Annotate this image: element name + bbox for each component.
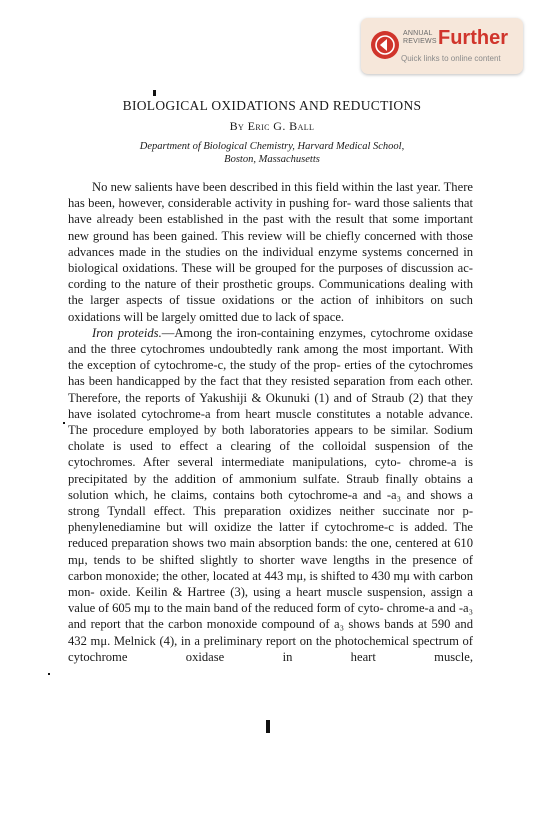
annual-reviews-wordmark: ANNUAL REVIEWS xyxy=(403,30,437,45)
affiliation-line-2: Boston, Massachusetts xyxy=(224,154,320,165)
author-byline: By Eric G. Ball xyxy=(229,119,315,133)
paragraph-intro: No new salients have been described in this field within the last year. There has been, however, considerable activity in pushing for- ward those salients that have already been established in the past with the result that some important new ground has been gained. This review will be chiefly concerned with those advances made in the studies on the individual enzyme systems concerned in biological oxidations. These will be grouped for the purposes of discussion ac- cording to the nature of their prosthetic groups. Communications dealing with the larger aspects of tissue oxidations or the action of inhibitors on such oxidations will be largely omitted due to lack of space. xyxy=(68,180,474,324)
annual-reviews-logo-icon xyxy=(371,31,399,59)
article-title: BIOLOGICAL OXIDATIONS AND REDUCTIONS xyxy=(122,98,422,113)
section-lead: Iron proteids. xyxy=(92,325,162,340)
article-body xyxy=(68,179,473,665)
paragraph-iron-proteids: Iron proteids.—Among the iron-containing enzymes, cytochrome oxidase and the three cytochromes undoubtedly rank among the most important. With the exception of cytochrome-c, the study of the prop- erties of the cytochromes has been handicapped by the fact that they resisted separation from each other. Therefore, the reports of Yakushiji & Okunuki (1) and of Straub (2) that they have isolated cytochrome-a from heart muscle constitutes a notable advance. The procedure employed by both laboratories appears to be similar. Sodium cholate is used to effect a clearing of the colloidal suspension of the cytochromes. After several intermediate manipulations, cyto- chrome-a is precipitated by the addition of ammonium sulfate. Straub finally obtains a solution which, he claims, contains both cytochrome-a and -a₃ and shows a strong Tyndall effect. This preparation oxidizes neither succinate nor p-phenylenediamine but will oxidize the latter if cytochrome-c is added. The reduced preparation shows two main absorption bands: the one, centered at 610 mμ, tends to be shifted slightly to shorter wave lengths in the presence of carbon monoxide; the other, located at 443 mμ, is shifted to 430 mμ with carbon mon- oxide. Keilin & Hartree (3), using a heart muscle suspension, assign a value of 605 mμ to the main band of the reduced form of cyto- chrome-a and -a₃ and report that the carbon monoxide compound of a₃ shows bands at 590 and 432 mμ. Melnick (4), in a preliminary report on the photochemical spectrum of cytochrome oxidase in heart muscle, xyxy=(68,325,474,664)
scan-mark-margin xyxy=(63,422,65,424)
further-subtitle: Quick links to online content xyxy=(401,54,501,63)
scan-mark-bottom xyxy=(266,720,270,733)
further-banner[interactable] xyxy=(361,18,523,74)
affiliation xyxy=(60,140,484,166)
scan-mark-top xyxy=(153,90,156,96)
scan-mark-margin-lower xyxy=(48,673,50,675)
further-title: Further xyxy=(438,27,508,49)
affiliation-line-1: Department of Biological Chemistry, Harvard Medical School, xyxy=(139,141,405,152)
